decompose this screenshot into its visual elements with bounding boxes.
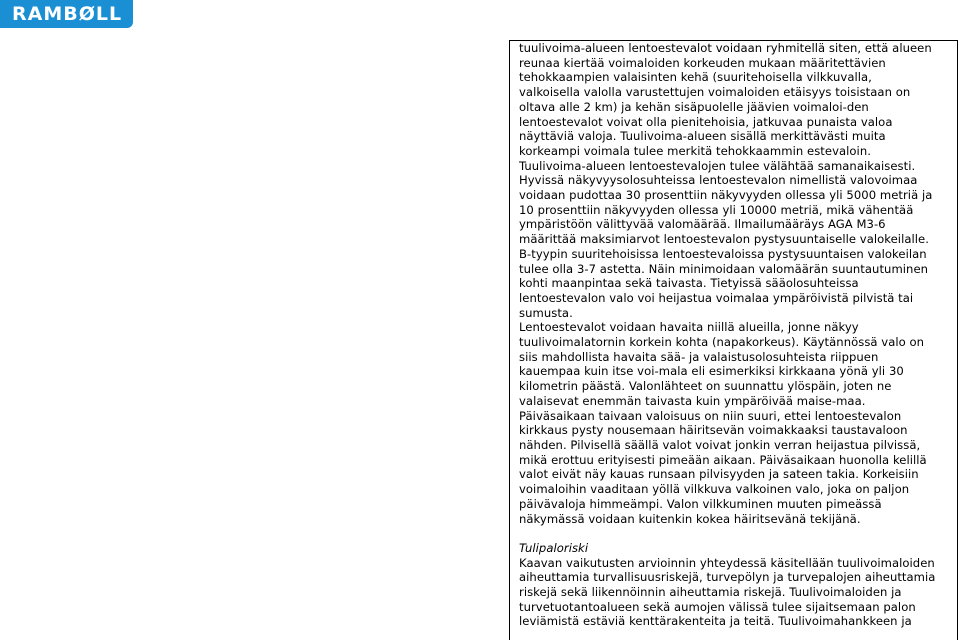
text-line: B-tyypin suuritehoisissa lentoestevaloissa pystysuuntaisen valokeilan: [519, 246, 927, 261]
text-line: riskejä sekä liikennöinnin aiheuttamia riskejä. Tuulivoimaloiden ja: [519, 585, 902, 599]
text-line: korkeampi voimala tulee merkitä tehokkaammin estevaloin.: [519, 143, 871, 158]
text-line: leviämistä estäviä kenttärakenteita ja teitä. Tuulivoimahankkeen ja: [519, 614, 912, 629]
text-line: kauempaa kuin itse voi-mala eli esimerkiksi kirkkaana yönä yli 30: [519, 364, 904, 379]
text-line: reunaa kiertää voimaloiden korkeuden mukaan määritettävien: [519, 55, 886, 70]
text-line: valot eivät näy kauas runsaan pilvisyyden ja sateen takia. Korkeisiin: [519, 467, 919, 482]
text-line: näyttäviä valoja. Tuulivoima-alueen sisällä merkittävästi muita: [519, 129, 886, 144]
text-line: Tuulivoima-alueen lentoestevalojen tulee välähtää samanaikaisesti.: [519, 158, 916, 173]
text-line: Lentoestevalot voidaan havaita niillä alueilla, jonne näkyy: [519, 320, 859, 335]
section-text: [519, 556, 959, 630]
text-line: oltava alle 2 km) ja kehän sisäpuolelle jäävien voimaloi-den: [519, 99, 869, 114]
text-line: päivävaloja himmeämpi. Valon vilkkuminen muuten pimeässä: [519, 496, 882, 511]
document-table: [509, 40, 958, 640]
text-line: Hyvissä näkyvyysolosuhteissa lentoestevalon nimellistä valovoimaa: [519, 173, 918, 188]
text-line: tuulivoima-alueen lentoestevalot voidaan ryhmitellä siten, että alueen: [519, 41, 932, 55]
text-line: tuulivoimalatornin korkein kohta (napakorkeus). Käytännössä valo on: [519, 335, 925, 350]
text-line: määrittää maksimiarvot lentoestevalon pystysuuntaiselle valokeilalle.: [519, 232, 929, 247]
text-line: turvetuotantoalueen sekä aumojen välissä tulee sijaitsemaan palon: [519, 599, 916, 614]
text-line: ympäristöön välittyvää valomäärää. Ilmailumääräys AGA M3-6: [519, 217, 886, 232]
content-cell: [519, 41, 959, 629]
section-heading: Tulipaloriski: [519, 540, 589, 555]
logo-text: RAMBØLL: [12, 3, 123, 25]
text-line: voidaan pudottaa 30 prosenttiin näkyvyyden ollessa yli 5000 metriä ja: [519, 188, 933, 203]
text-line: tehokkaampien valaisinten kehä (suuritehoisella vilkkuvalla,: [519, 70, 872, 85]
body-text: [519, 41, 959, 526]
text-line: kohti maanpintaa sekä taivasta. Tietyissä sääolosuhteissa: [519, 276, 859, 291]
text-line: aiheuttamia turvallisuusriskejä, turvepölyn ja turvepalojen aiheuttamia: [519, 570, 936, 585]
text-line: lentoestevalon valo voi heijastua voimalaa ympäröivistä pilvistä tai: [519, 290, 914, 305]
text-line: Kaavan vaikutusten arvioinnin yhteydessä käsitellään tuulivoimaloiden: [519, 555, 935, 570]
text-line: voimaloihin vaaditaan yöllä vilkkuva valkoinen valo, joka on paljon: [519, 482, 910, 497]
text-line: sumusta.: [519, 305, 573, 320]
text-line: näkymässä voidaan kuitenkin kokea häiritsevänä tekijänä.: [519, 511, 861, 526]
text-line: Päiväsaikaan taivaan valoisuus on niin suuri, ettei lentoestevalon: [519, 408, 902, 423]
text-line: tulee olla 3-7 astetta. Näin minimoidaan valomäärän suuntautuminen: [519, 261, 929, 276]
text-line: mikä erottuu erityisesti pimeään aikaan. Päiväsaikaan huonolla kelillä: [519, 452, 927, 467]
ramboll-logo: [0, 0, 133, 28]
text-line: valaisevat enemmän taivasta kuin ympäröivää maise-maa.: [519, 393, 866, 408]
text-line: kilometrin päästä. Valonlähteet on suunnattu ylöspäin, joten ne: [519, 379, 892, 394]
text-line: valkoisella valolla varustettujen voimaloiden etäisyys toisistaan on: [519, 85, 911, 100]
text-line: nähden. Pilvisellä säällä valot voivat jonkin verran heijastua pilvissä,: [519, 437, 921, 452]
text-line: 10 prosenttiin näkyvyyden ollessa yli 10000 metriä, mikä vähentää: [519, 202, 914, 217]
text-line: kirkkaus pysty nousemaan häiritsevän voimakkaaksi taustavaloon: [519, 423, 908, 438]
text-line: lentoestevalot voivat olla pienitehoisia, jatkuvaa punaista valoa: [519, 114, 893, 129]
text-line: siis mahdollista havaita sää- ja valaistusolosuhteista riippuen: [519, 349, 879, 364]
